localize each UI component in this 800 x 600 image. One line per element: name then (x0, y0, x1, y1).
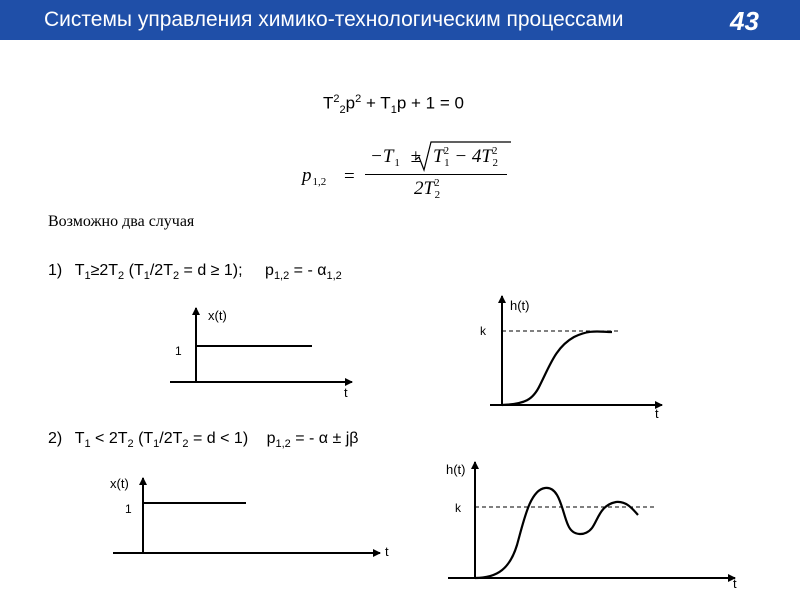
formula-equals: = (344, 166, 355, 187)
step-input-graph-1 (170, 308, 352, 400)
k-label: k (455, 501, 461, 515)
t-axis-label: t (385, 544, 389, 559)
slide-number: 43 (730, 6, 759, 36)
t-axis-label: t (733, 576, 737, 591)
formula-denominator: $2T^2_2$ (414, 177, 441, 201)
response-curve (502, 331, 612, 405)
t-axis-label: t (655, 406, 659, 421)
step-signal (196, 346, 312, 382)
k-label: k (480, 324, 486, 338)
formula-numerator: $-T_1$ ± (370, 146, 422, 169)
characteristic-equation: $T^2_2p^2 + T_1p + 1 = 0$ (323, 93, 464, 117)
slide-title: Системы управления химико-технологическим процессами (44, 8, 624, 31)
oscillatory-response-graph (446, 462, 737, 591)
case-2: 2) $T_1 < 2T_2$ $(T_1/2T_2 = d < 1) p_{1,2}$ = - α ± jβ (48, 430, 359, 451)
level-one-label: 1 (175, 344, 182, 358)
x-axis-label: x(t) (208, 308, 227, 323)
t-axis-label: t (344, 385, 348, 400)
level-one-label: 1 (125, 502, 132, 516)
x-axis-label: x(t) (110, 476, 129, 491)
formula-radicand: $T^2_1 - 4T^2_2$ (433, 145, 498, 169)
formula-lhs: $p_{1,2}$ (302, 165, 327, 188)
h-axis-label: h(t) (446, 462, 466, 477)
case-1: 1) $T_1\ge 2T_2$ $(T_1/2T_2 = d \ge 1)$; $p_{1,2}$ = - $\alpha_{1,2}$ (48, 262, 342, 283)
step-signal (143, 503, 246, 553)
step-input-graph-2 (110, 476, 389, 559)
response-curve (475, 488, 638, 578)
aperiodic-response-graph (480, 296, 662, 421)
intro-text: Возможно два случая (48, 213, 195, 230)
h-axis-label: h(t) (510, 298, 530, 313)
